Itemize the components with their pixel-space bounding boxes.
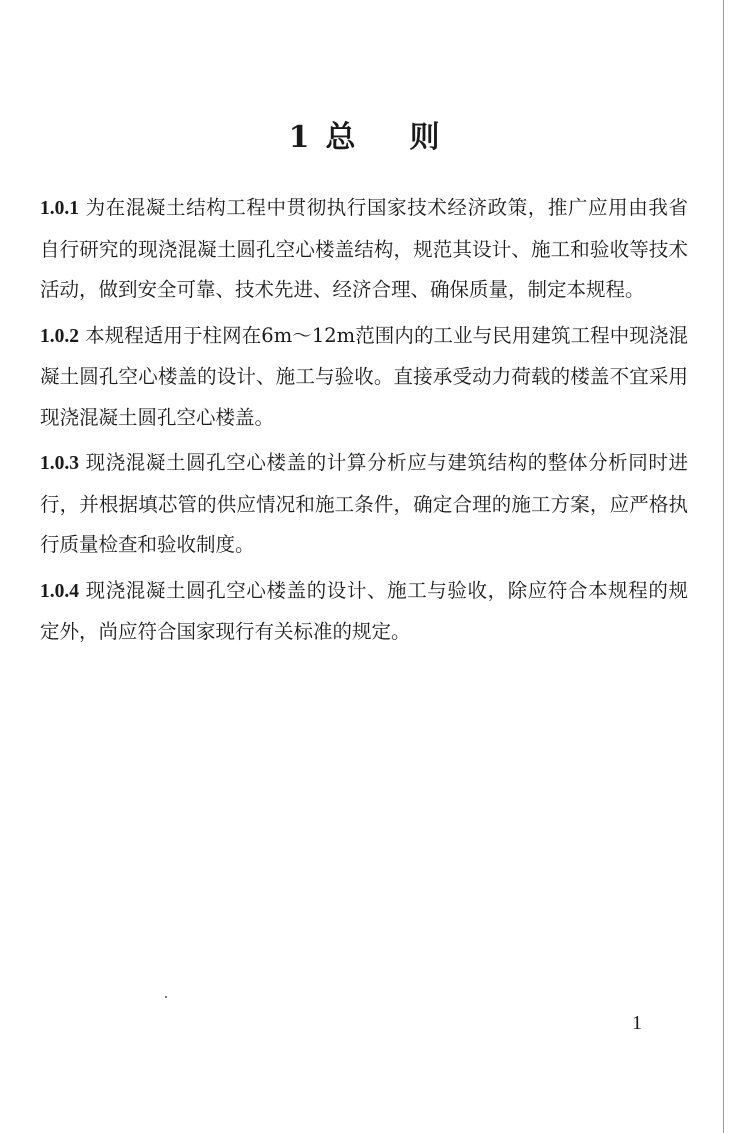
clause-number: 1.0.3 [40, 453, 79, 474]
chapter-number: 1 [288, 120, 312, 155]
clause-text: 为在混凝土结构工程中贯彻执行国家技术经济政策，推广应用由我省自行研究的现浇混凝土圆孔空心楼盖结构，规范其设计、施工和验收等技术活动，做到安全可靠、技术先进、经济合理、确保质量，制定本规程。 [40, 196, 688, 301]
page-number: 1 [632, 1012, 642, 1034]
chapter-body [40, 188, 688, 658]
scan-speck [165, 996, 167, 998]
clause-1-0-4 [40, 571, 688, 653]
clause-text: 本规程适用于柱网在6m～12m范围内的工业与民用建筑工程中现浇混凝土圆孔空心楼盖的设计、施工与验收。直接承受动力荷载的楼盖不宜采用现浇混凝土圆孔空心楼盖。 [40, 323, 688, 429]
clause-1-0-1 [40, 188, 688, 311]
clause-text: 现浇混凝土圆孔空心楼盖的计算分析应与建筑结构的整体分析同时进行，并根据填芯管的供应情况和施工条件，确定合理的施工方案，应严格执行质量检查和验收制度。 [40, 451, 688, 556]
chapter-title-part1: 总 [325, 120, 358, 155]
clause-1-0-2 [40, 316, 688, 439]
clause-1-0-3 [40, 443, 688, 566]
clause-number: 1.0.4 [40, 580, 79, 602]
clause-number: 1.0.2 [40, 325, 79, 347]
clause-text: 现浇混凝土圆孔空心楼盖的设计、施工与验收，除应符合本规程的规定外，尚应符合国家现行有关标准的规定。 [40, 578, 688, 643]
page-edge-line [723, 0, 724, 1133]
clause-number: 1.0.1 [40, 198, 79, 219]
chapter-title-part2: 则 [409, 120, 442, 155]
chapter-title [0, 112, 730, 156]
